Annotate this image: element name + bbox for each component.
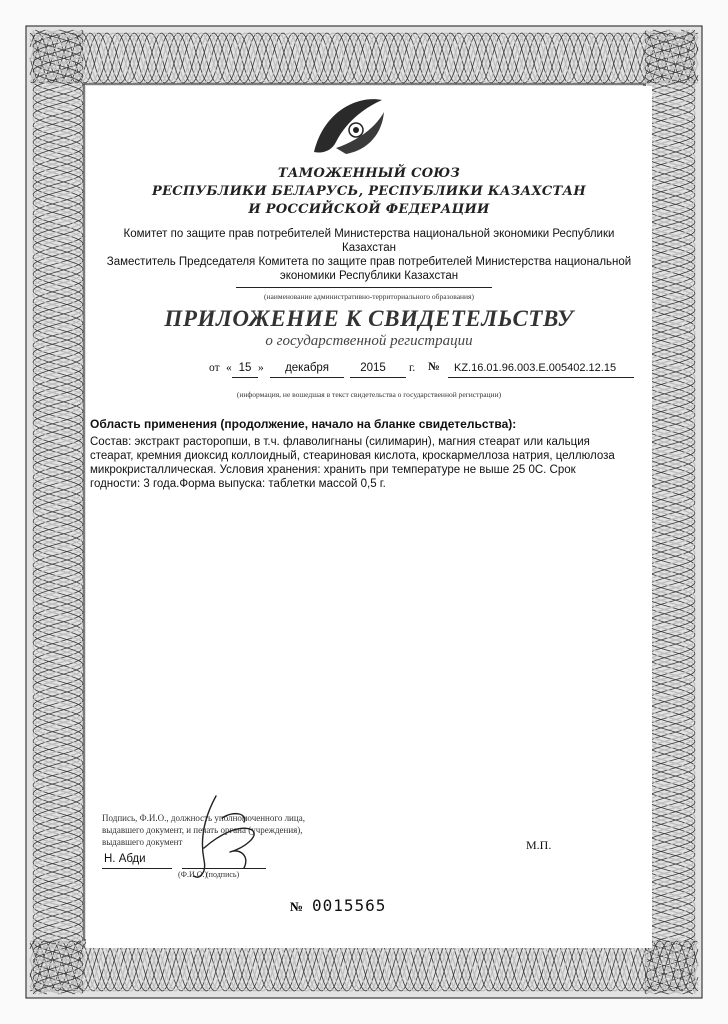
- blank-number: 0015565: [312, 896, 387, 915]
- scope-line-2: стеарат, кремния диоксид коллоидный, стеариновая кислота, кроскармеллоза натрия, целлюлоза: [90, 450, 615, 462]
- authority-caption: (наименование административно-территориального образования): [263, 292, 474, 301]
- scope-heading: Область применения (продолжение, начало на бланке свидетельства):: [90, 417, 517, 431]
- authority-line-2: Казахстан: [342, 242, 396, 254]
- date-year-underline: [350, 377, 406, 378]
- org-line-1: ТАМОЖЕННЫЙ СОЮЗ: [277, 166, 461, 181]
- document-title: ПРИЛОЖЕНИЕ К СВИДЕТЕЛЬСТВУ: [164, 306, 574, 331]
- signature-caption-1: Подпись, Ф.И.О., должность уполномоченного лица,: [102, 813, 305, 823]
- date-from-label: от: [209, 362, 220, 374]
- date-day: 15: [238, 362, 252, 374]
- date-year: 2015: [360, 362, 386, 374]
- signature-caption-2: выдавшего документ, и печать органа (учреждения),: [102, 825, 303, 835]
- blank-number-sign: №: [290, 899, 304, 914]
- signature-caption: (подпись): [206, 870, 240, 879]
- signatory-name-underline: [102, 868, 172, 869]
- scope-line-4: годности: 3 года.Форма выпуска: таблетки массой 0,5 г.: [90, 478, 386, 490]
- registration-number-underline: [448, 377, 634, 378]
- document-subtitle: о государственной регистрации: [265, 333, 473, 349]
- authority-line-4: экономики Республики Казахстан: [279, 270, 459, 282]
- date-day-underline: [232, 377, 258, 378]
- customs-union-emblem-icon: [284, 90, 404, 170]
- number-label: №: [428, 361, 440, 373]
- authority-line-3: Заместитель Председателя Комитета по защите прав потребителей Министерства национальной: [106, 256, 632, 268]
- org-line-2: РЕСПУБЛИКИ БЕЛАРУСЬ, РЕСПУБЛИКИ КАЗАХСТАН: [152, 184, 586, 199]
- name-caption: (Ф.И.О.): [178, 870, 208, 879]
- org-line-3: И РОССИЙСКОЙ ФЕДЕРАЦИИ: [248, 202, 490, 217]
- registration-caption: (информация, не вошедшая в текст свидетельства о государственной регистрации): [236, 390, 502, 399]
- signature-scribble: [174, 788, 266, 884]
- date-open-quote: «: [226, 362, 232, 374]
- scope-line-3: микрокристаллическая. Условия хранения: хранить при температуре не выше 25 0С. Срок: [90, 464, 576, 476]
- date-year-suffix: г.: [409, 362, 416, 374]
- stamp-place: М.П.: [526, 838, 552, 852]
- date-close-quote: »: [258, 362, 264, 374]
- signature-caption-3: выдавшего документ: [102, 837, 183, 847]
- registration-number: KZ.16.01.96.003.E.005402.12.15: [454, 362, 617, 374]
- signatory-name: Н. Абди: [104, 853, 146, 865]
- certificate-content: [86, 86, 652, 948]
- date-month: декабря: [285, 362, 329, 374]
- date-month-underline: [270, 377, 344, 378]
- authority-line-1: Комитет по защите прав потребителей Министерства национальной экономики Республики: [123, 228, 615, 240]
- authority-underline: [236, 287, 492, 288]
- scope-line-1: Состав: экстракт расторопши, в т.ч. флаволигнаны (силимарин), магния стеарат или кальция: [90, 436, 590, 448]
